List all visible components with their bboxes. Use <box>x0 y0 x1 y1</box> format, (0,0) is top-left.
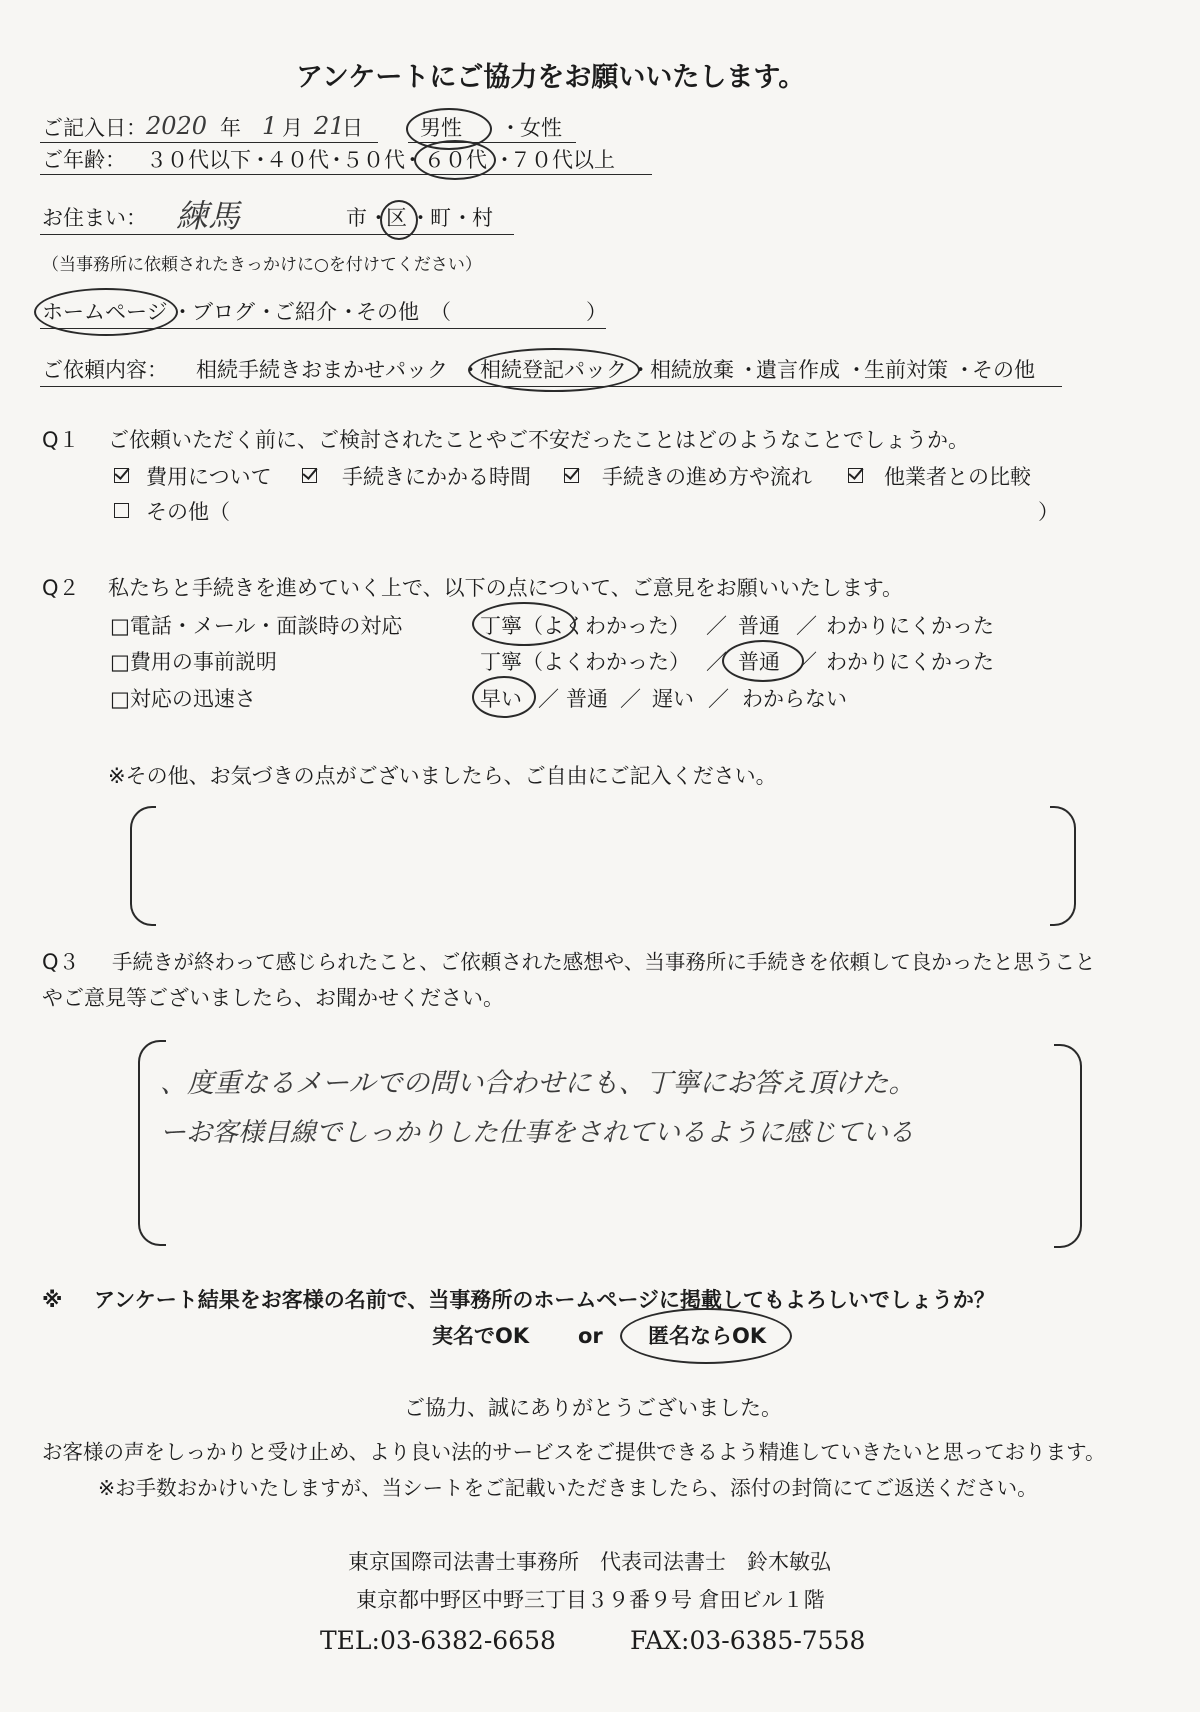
q1-option-compare: 他業者との比較 <box>884 465 1031 489</box>
q2-speed-option-fast[interactable]: 早い <box>480 687 522 711</box>
request-option-will[interactable]: 遺言作成 <box>756 358 840 382</box>
q2-item-speed: □対応の迅速さ <box>110 687 256 711</box>
age-option-50s[interactable]: ５０代 <box>342 148 405 172</box>
q2-slash: ／ <box>708 687 729 711</box>
q2-speed-option-unknown[interactable]: わからない <box>742 687 847 711</box>
q2-contact-option-polite[interactable]: 丁寧（よくわかった） <box>480 614 690 638</box>
q1-option-process: 手続きの進め方や流れ <box>602 465 812 489</box>
request-sep: ・ <box>846 358 867 382</box>
request-option-registration[interactable]: 相続登記パック <box>480 358 627 382</box>
q1-option-cost: 費用について <box>146 465 272 489</box>
q2-fee-option-polite[interactable]: 丁寧（よくわかった） <box>480 650 690 674</box>
trigger-option-referral[interactable]: ご紹介 <box>274 300 337 324</box>
age-label: ご年齢： <box>42 148 126 172</box>
q2-speed-option-slow[interactable]: 遅い <box>652 687 694 711</box>
trigger-note: （当事務所に依頼されたきっかけに○を付けてください） <box>42 255 482 275</box>
gender-male[interactable]: 男性 <box>420 116 462 140</box>
q2-fee-selected-circle <box>722 640 804 682</box>
q1-checkbox-time[interactable] <box>302 468 317 483</box>
date-year-unit: 年 <box>220 116 241 140</box>
q2-other-bracket-right <box>1050 806 1076 926</box>
q3-answer-bracket-right <box>1054 1044 1082 1248</box>
trigger-underline <box>40 328 606 329</box>
q2-fee-option-normal[interactable]: 普通 <box>738 650 780 674</box>
request-sep: ・ <box>630 358 651 382</box>
trigger-sep: ・ <box>256 300 277 324</box>
address-value[interactable]: 練馬 <box>176 197 241 235</box>
publish-option-anon[interactable]: 匿名ならOK <box>648 1324 767 1348</box>
q2-speed-selected-circle <box>472 676 536 718</box>
q2-other-bracket-left <box>130 806 156 926</box>
date-day-unit: 日 <box>342 116 363 140</box>
q3-answer-line2: ーお客様目線でしっかりした仕事をされているように感じている <box>160 1118 915 1148</box>
trigger-option-homepage[interactable]: ホームページ <box>42 300 168 324</box>
age-option-70plus[interactable]: ７０代以上 <box>510 148 615 172</box>
publish-option-real[interactable]: 実名でOK <box>432 1324 530 1348</box>
address-sep: ・ <box>368 206 389 230</box>
age-sep: ・ <box>326 148 347 172</box>
q1-other-close: ） <box>1038 500 1059 524</box>
q2-question: 私たちと手続きを進めていく上で、以下の点について、ご意見をお願いいたします。 <box>108 576 904 600</box>
request-sep: ・ <box>954 358 975 382</box>
age-option-40s[interactable]: ４０代 <box>266 148 329 172</box>
q3-question-line2: やご意見等ございましたら、お聞かせください。 <box>42 986 504 1010</box>
date-label: ご記入日： <box>42 116 147 140</box>
q2-other-textarea[interactable] <box>156 812 1046 916</box>
date-year[interactable]: 2020 <box>146 112 208 140</box>
q2-contact-option-normal[interactable]: 普通 <box>738 614 780 638</box>
q3-number: Q３ <box>42 950 80 974</box>
address-underline <box>40 234 514 235</box>
commitment-text: お客様の声をしっかりと受け止め、より良い法的サービスをご提供できるよう精進していきたいと思っております。 <box>42 1440 1106 1464</box>
age-sep: ・ <box>494 148 515 172</box>
address-option-town[interactable]: 町 <box>430 206 451 230</box>
trigger-sep: ・ <box>338 300 359 324</box>
q1-checkbox-cost[interactable] <box>114 468 129 483</box>
q1-checkbox-process[interactable] <box>564 468 579 483</box>
request-option-other[interactable]: その他 <box>972 358 1035 382</box>
publish-mark: ※ <box>42 1288 63 1312</box>
age-option-30s[interactable]: ３０代以下 <box>146 148 251 172</box>
footer-address: 東京都中野区中野三丁目３９番９号 倉田ビル１階 <box>356 1588 825 1612</box>
gender-female[interactable]: 女性 <box>520 116 562 140</box>
q2-fee-option-unclear[interactable]: わかりにくかった <box>826 650 994 674</box>
trigger-sep: ・ <box>172 300 193 324</box>
q1-option-other: その他（ <box>146 500 230 524</box>
footer-fax: FAX:03-6385-7558 <box>630 1626 866 1655</box>
q2-slash: ／ <box>706 614 727 638</box>
q2-other-prompt: ※その他、お気づきの点がございましたら、ご自由にご記入ください。 <box>108 764 777 788</box>
q2-number: Q２ <box>42 576 80 600</box>
trigger-other-close: ） <box>586 300 607 324</box>
publish-question: アンケート結果をお客様の名前で、当事務所のホームページに掲載してもよろしいでしょうか？ <box>94 1288 995 1312</box>
age-option-60s[interactable]: ６０代 <box>424 148 487 172</box>
q1-checkbox-compare[interactable] <box>848 468 863 483</box>
q2-slash: ／ <box>620 687 641 711</box>
trigger-option-blog[interactable]: ブログ <box>192 300 255 324</box>
publish-selected-circle <box>620 1308 792 1364</box>
gender-sep: ・ <box>500 116 521 140</box>
date-underline <box>40 142 378 143</box>
q1-question: ご依頼いただく前に、ご検討されたことやご不安だったことはどのようなことでしょうか。 <box>108 428 969 452</box>
date-month-unit: 月 <box>282 116 303 140</box>
request-option-renounce[interactable]: 相続放棄 <box>650 358 734 382</box>
q1-checkbox-other[interactable] <box>114 503 129 518</box>
q2-slash: ／ <box>796 650 817 674</box>
trigger-other-open: （ <box>430 300 451 324</box>
date-day[interactable]: 21 <box>314 112 345 140</box>
q2-speed-option-normal[interactable]: 普通 <box>566 687 608 711</box>
thanks-text: ご協力、誠にありがとうございました。 <box>404 1396 782 1420</box>
q2-slash: ／ <box>706 650 727 674</box>
address-label: お住まい： <box>42 206 147 230</box>
address-sep: ・ <box>410 206 431 230</box>
footer-tel: TEL:03-6382-6658 <box>320 1626 556 1655</box>
address-sep: ・ <box>452 206 473 230</box>
age-underline <box>40 174 652 175</box>
q2-contact-option-unclear[interactable]: わかりにくかった <box>826 614 994 638</box>
address-option-city[interactable]: 市 <box>346 206 367 230</box>
publish-or: or <box>578 1324 603 1348</box>
date-month[interactable]: 1 <box>262 112 278 140</box>
q2-item-fee: □費用の事前説明 <box>110 650 277 674</box>
q3-question-line1: 手続きが終わって感じられたこと、ご依頼された感想や、当事務所に手続きを依頼して良かったと思うこと <box>112 950 1096 974</box>
age-sep: ・ <box>250 148 271 172</box>
q1-option-time: 手続きにかかる時間 <box>342 465 531 489</box>
trigger-option-other[interactable]: その他 <box>356 300 419 324</box>
request-sep: ・ <box>460 358 481 382</box>
request-sep: ・ <box>738 358 759 382</box>
survey-title: アンケートにご協力をお願いいたします。 <box>296 62 806 93</box>
q1-number: Q１ <box>42 428 80 452</box>
request-underline <box>40 386 1062 387</box>
q2-slash: ／ <box>796 614 817 638</box>
address-option-ward[interactable]: 区 <box>386 206 407 230</box>
request-option-omakase[interactable]: 相続手続きおまかせパック <box>196 358 448 382</box>
request-label: ご依頼内容： <box>42 358 168 382</box>
age-sep: ・ <box>402 148 423 172</box>
q2-contact-selected-circle <box>472 602 576 646</box>
address-option-village[interactable]: 村 <box>472 206 493 230</box>
request-option-living[interactable]: 生前対策 <box>864 358 948 382</box>
q3-answer-line1: 、度重なるメールでの問い合わせにも、丁寧にお答え頂けた。 <box>160 1068 916 1099</box>
q2-item-contact: □電話・メール・面談時の対応 <box>110 614 403 638</box>
return-note: ※お手数おかけいたしますが、当シートをご記載いただきましたら、添付の封筒にてご返送ください。 <box>98 1476 1038 1500</box>
footer-office: 東京国際司法書士事務所 代表司法書士 鈴木敏弘 <box>348 1550 831 1574</box>
q2-slash: ／ <box>538 687 559 711</box>
